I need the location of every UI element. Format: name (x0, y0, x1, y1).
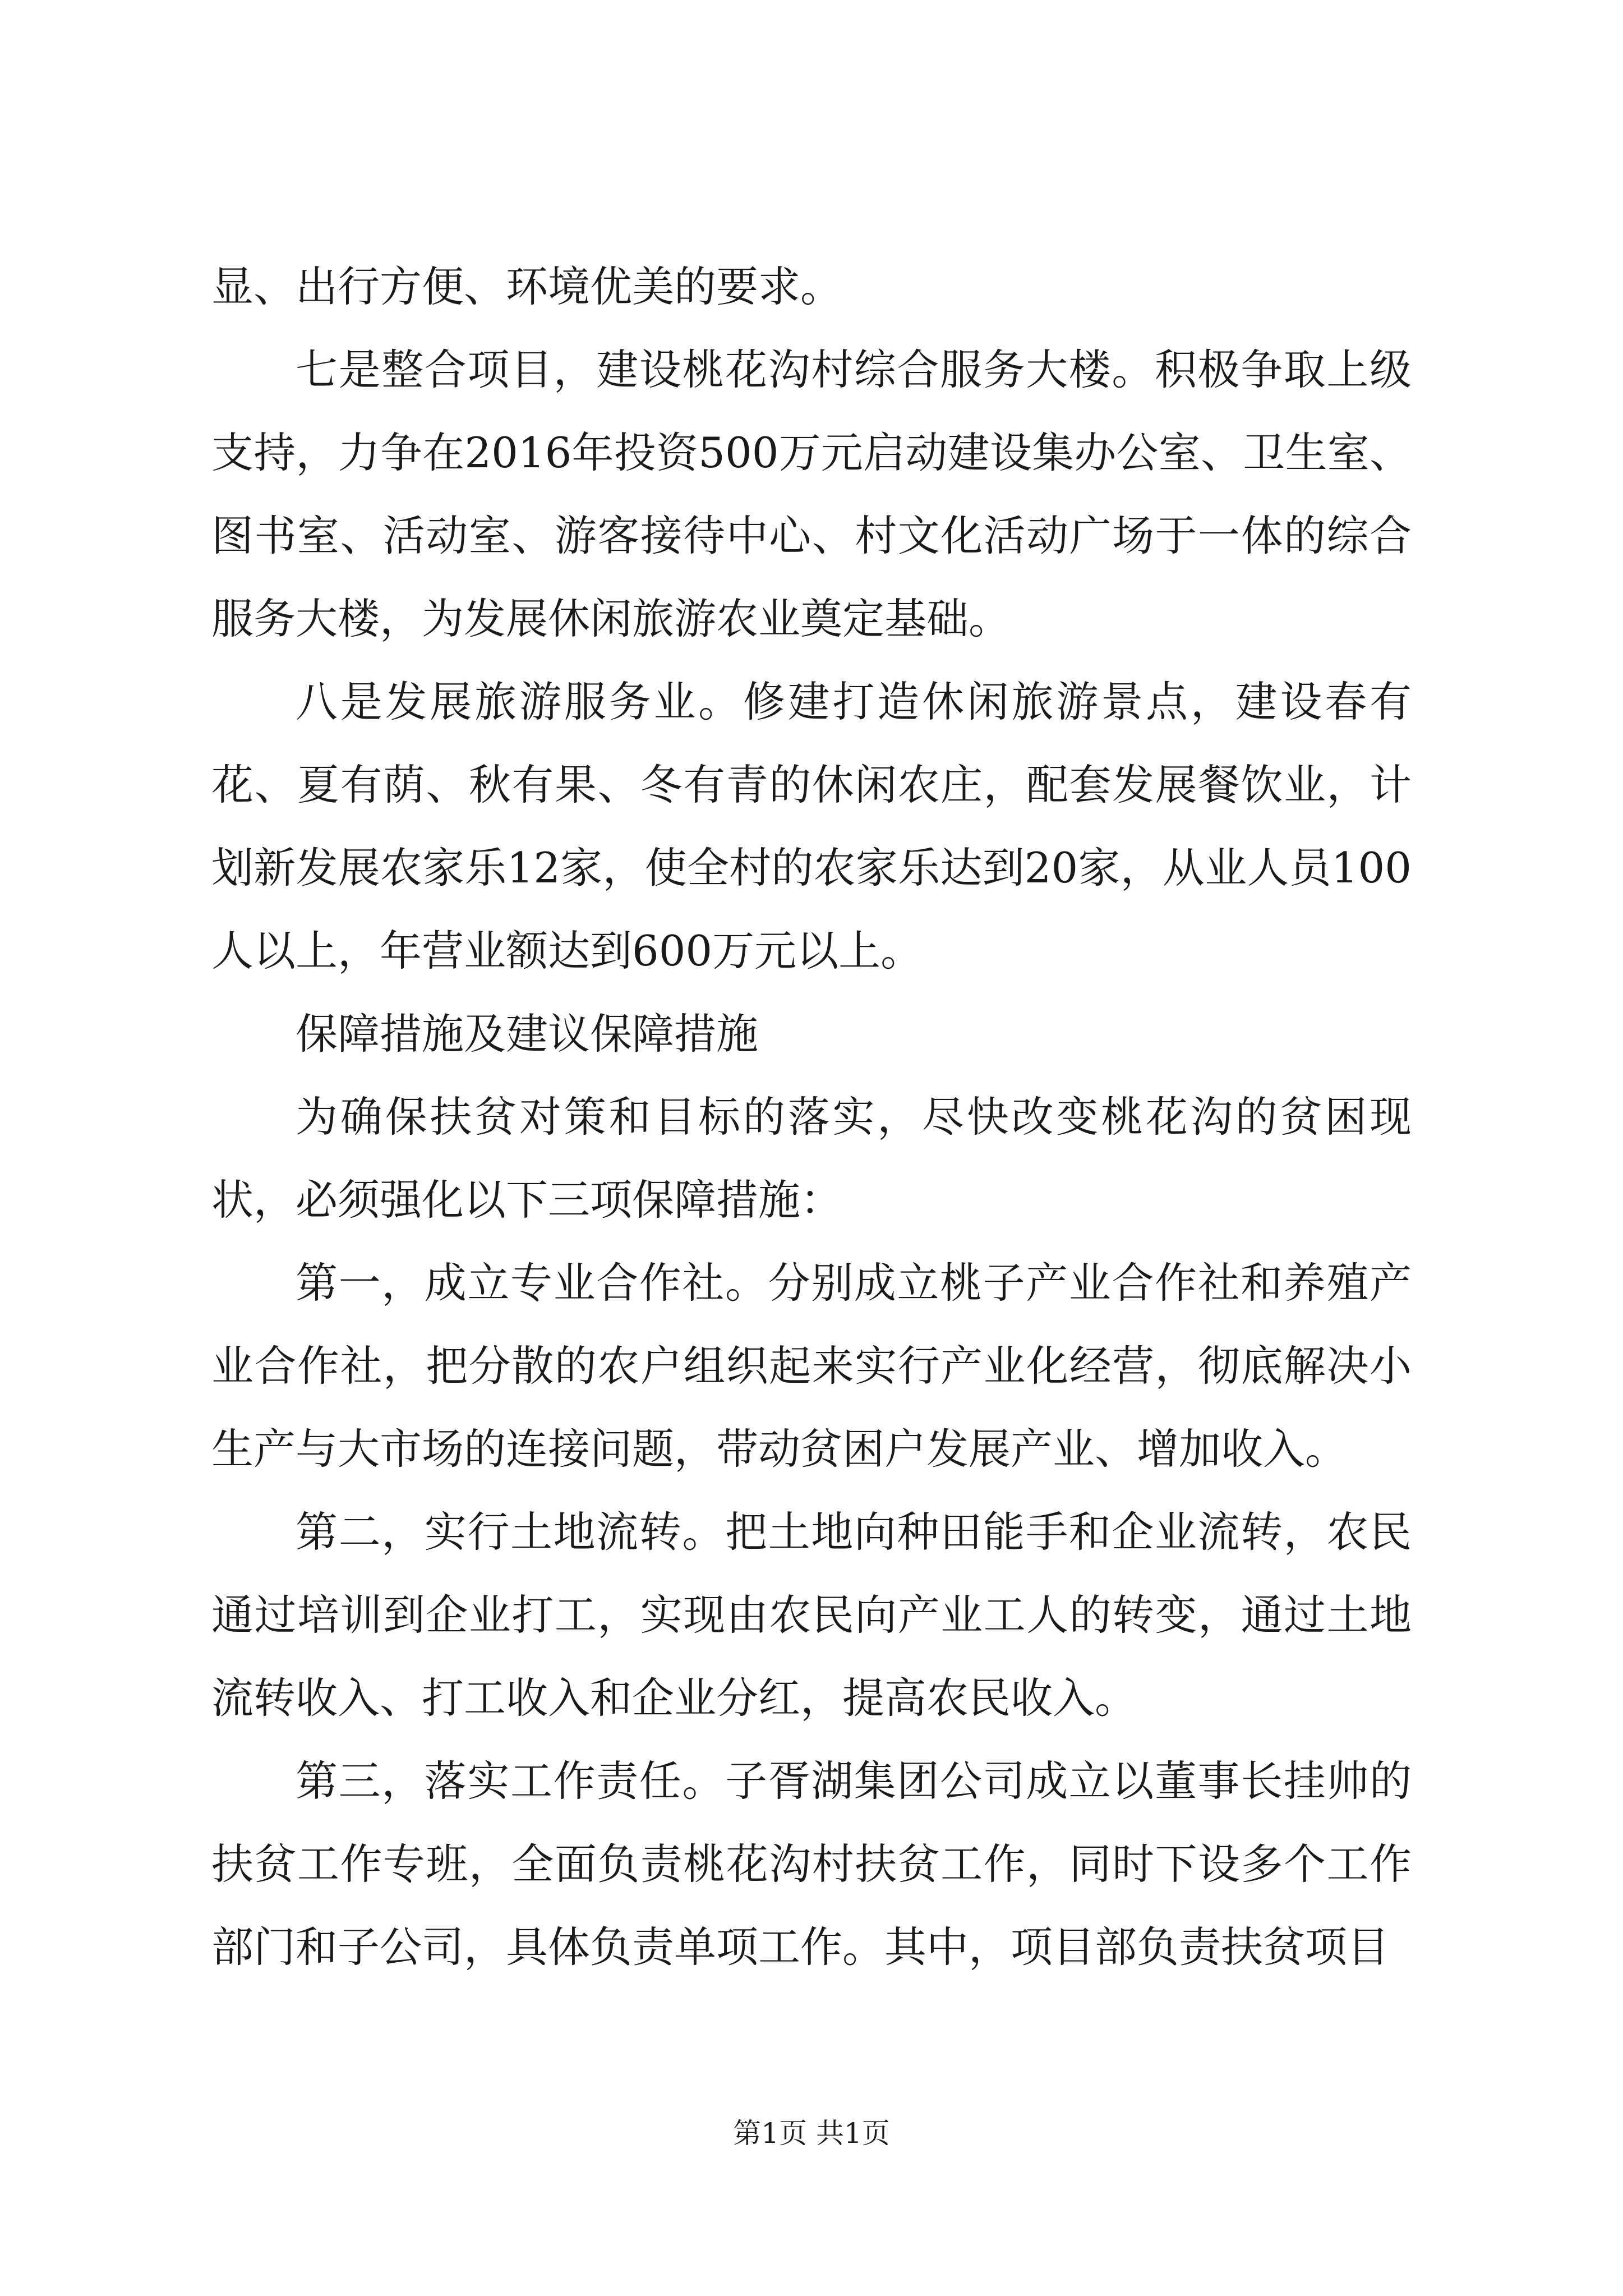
document-body (211, 245, 1412, 1989)
paragraph-safeguards-intro: 为确保扶贫对策和目标的落实，尽快改变桃花沟的贫困现状，必须强化以下三项保障措施： (211, 1092, 1412, 1225)
paragraph-continuation: 显、出行方便、环境优美的要求。 (211, 262, 843, 311)
paragraph-item-seven: 七是整合项目，建设桃花沟村综合服务大楼。积极争取上级支持，力争在2016年投资500万元启动建设集办公室、卫生室、图书室、活动室、游客接待中心、村文化活动广场于一体的综合服务大楼，为发展休闲旅游农业奠定基础。 (211, 345, 1412, 643)
paragraph-item-eight: 八是发展旅游服务业。修建打造休闲旅游景点，建设春有花、夏有荫、秋有果、冬有青的休闲农庄，配套发展餐饮业，计划新发展农家乐12家，使全村的农家乐达到20家，从业人员100人以上，年营业额达到600万元以上。 (211, 677, 1412, 976)
paragraph-measure-three: 第三，落实工作责任。子胥湖集团公司成立以董事长挂帅的扶贫工作专班，全面负责桃花沟村扶贫工作，同时下设多个工作部门和子公司，具体负责单项工作。其中，项目部负责扶贫项目 (211, 1756, 1412, 1972)
paragraph-measure-one: 第一，成立专业合作社。分别成立桃子产业合作社和养殖产业合作社，把分散的农户组织起来实行产业化经营，彻底解决小生产与大市场的连接问题，带动贫困户发展产业、增加收入。 (211, 1258, 1412, 1474)
section-heading-safeguards: 保障措施及建议保障措施 (296, 1009, 759, 1059)
page-footer: 第1页 共1页 (733, 2117, 890, 2150)
paragraph-measure-two: 第二，实行土地流转。把土地向种田能手和企业流转，农民通过培训到企业打工，实现由农民向产业工人的转变，通过土地流转收入、打工收入和企业分红，提高农民收入。 (211, 1507, 1412, 1723)
